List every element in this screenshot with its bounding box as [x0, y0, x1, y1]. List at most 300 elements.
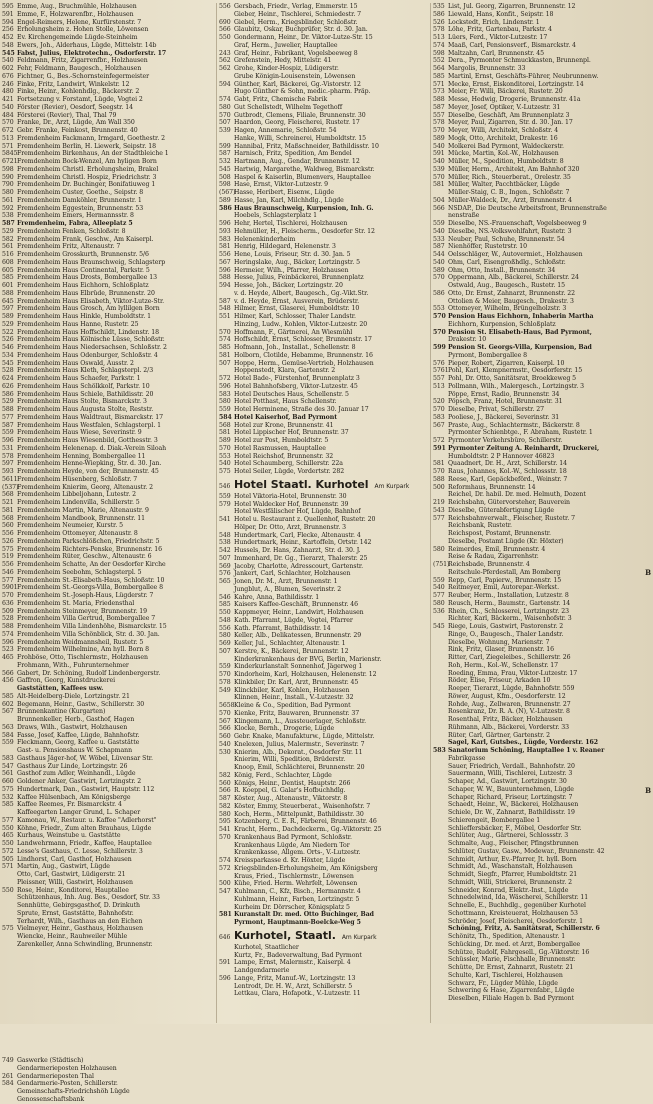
directory-entry	[433, 135, 641, 143]
directory-entry	[433, 631, 641, 639]
entry-text: Hasse, Jan, Karl, Milchhdlg., Lügde	[234, 196, 344, 204]
directory-entry	[433, 460, 641, 468]
directory-entry	[219, 181, 427, 189]
directory-entry	[2, 778, 213, 786]
directory-entry	[2, 57, 213, 65]
entry-text: Hannibal, Fritz, Maßschneider, Bathildisstr. 10	[234, 142, 379, 150]
directory-entry	[433, 267, 641, 275]
phone-number: 580	[433, 545, 445, 553]
entry-text: Fremdenheim Birkenhaus, An der Stadtbleiche 1	[17, 150, 169, 158]
entry-text: Fortsetzung v. Forstamt, Lügde, Vogtei 2	[17, 96, 143, 103]
entry-text: Kamonau, W., Restaur. u. Kaffee "Adlerhorst"	[17, 816, 157, 824]
phone-number: 521	[2, 499, 14, 506]
phone-number: 589	[433, 266, 445, 274]
entry-text: Köster, Aug., Altenaustr., Viktorstr. 8	[234, 795, 348, 802]
entry-text: Sauermann, Willi, Tischlerei, Lutzestr. 3	[448, 770, 573, 778]
entry-text: Lockstedt, Erich, Lindenstr. 1	[448, 18, 540, 26]
entry-text: Gendarmerieposten Holzhausen	[17, 1064, 117, 1072]
directory-entry	[433, 119, 641, 127]
phone-number: 579	[219, 500, 231, 508]
entry-text: Förster (Revier), Oesdorf, Seegstr. 14	[17, 103, 133, 111]
directory-entry	[433, 770, 641, 778]
entry-text: Fremdenheim Christl. Erholungsheim, Brakel	[17, 165, 159, 173]
entry-text: Kriegsblinden-Erholungsheim, Am Königsberg	[234, 864, 378, 872]
directory-entry	[219, 842, 427, 850]
directory-entry	[219, 445, 427, 453]
directory-entry	[2, 887, 213, 895]
directory-entry	[219, 50, 427, 58]
directory-entry	[2, 1096, 213, 1104]
phone-number: 513	[433, 382, 445, 390]
directory-entry	[433, 964, 641, 972]
entry-text: Fremdenheim Fenken, Schloßstr. 8	[17, 227, 126, 235]
entry-text: Lindhorst, Carl, Gasthof, Holzhausen	[17, 855, 132, 863]
phone-number: 589	[433, 134, 445, 142]
phone-number: 595	[2, 3, 14, 10]
directory-entry	[433, 336, 641, 344]
directory-entry	[219, 437, 427, 445]
directory-entry	[219, 959, 427, 967]
phone-number: 581	[219, 243, 231, 251]
entry-text: Gast- u. Pensionshaus W. Schapmann	[17, 747, 133, 754]
entry-text: Fremdenheim St.-Georgs-Villa, Bombergallee 8	[17, 584, 163, 592]
phone-number: 597	[2, 460, 14, 468]
directory-entry	[433, 445, 641, 453]
entry-text: Schücking, Dr. med. et Arzt, Bombergallee	[448, 940, 581, 948]
directory-entry	[219, 352, 427, 360]
directory-entry	[2, 243, 213, 251]
phone-number: 583	[433, 413, 445, 421]
phone-number: 519	[2, 553, 14, 561]
phone-number: 6721	[2, 158, 18, 165]
phone-number: 578	[433, 119, 445, 127]
entry-text: Försterei (Revier), Thal, Thal 79	[17, 111, 117, 119]
phone-number: 591	[219, 959, 231, 967]
entry-text: Müller, Herm., Architekt, Am Bahnhof 320	[448, 165, 580, 173]
directory-entry	[219, 290, 427, 298]
directory-entry	[433, 453, 641, 461]
phone-number: 575	[2, 545, 14, 553]
entry-text: Hundertmark, Carl, Flecke, Altenaustr. 4	[234, 531, 361, 539]
directory-entry	[2, 848, 213, 856]
phone-number: 570	[219, 833, 231, 841]
phone-number: 626	[2, 382, 14, 390]
phone-number: 589	[219, 196, 231, 204]
directory-entry	[433, 887, 641, 895]
entry-text: Schlüter, Aug., Gärtnerei, Schlossstr. 3	[448, 832, 569, 840]
directory-entry	[2, 608, 213, 616]
entry-text: Reichsbahnverwalt., Fleischer, Rustetr. 7	[448, 514, 575, 522]
entry-text: Fremdenheim Knierim, Georg, Altenaustr. 2	[17, 483, 154, 491]
entry-text: Hesse, Julius, Feinbäckerei, Brunnenplatz	[234, 274, 364, 282]
phone-number: 585	[219, 344, 231, 351]
phone-number: 570	[219, 444, 231, 452]
phone-number: 562	[219, 57, 231, 65]
entry-text: Gasthaus Jäger-hof, W. Wöbel, Lüvensar Str.	[17, 754, 153, 762]
phone-number: 565	[219, 578, 231, 585]
entry-text: Gebr. Franke, Feinkost, Brunnenstr. 40	[17, 127, 138, 134]
phone-number: 575	[2, 785, 14, 793]
entry-text: Fremdenheim Haus Continental, Parkstr. 5	[17, 266, 150, 274]
directory-entry	[219, 321, 427, 329]
entry-text: Rose, Heinr., Konditorei, Hauptallee	[17, 886, 129, 894]
entry-text: Fremdenheim Martin, Marie, Altenaustr. 9	[17, 506, 149, 514]
phone-number: 540	[433, 584, 445, 592]
phone-number: 529	[2, 320, 14, 328]
phone-number: 571	[2, 863, 14, 871]
entry-text: Schönitz, Th., Spedition, Altenaustr. 1	[448, 933, 566, 940]
directory-entry	[433, 360, 641, 368]
entry-text: Schwering & Hase, Zigarrenfabr., Lügde	[448, 987, 575, 995]
entry-text: Löhe, Fritz, Gartenbau, Parkstr. 4	[448, 26, 553, 34]
directory-entry	[2, 398, 213, 406]
phone-number: 576	[219, 570, 231, 578]
phone-number: 570	[219, 671, 231, 678]
directory-entry	[433, 856, 641, 864]
directory-entry	[2, 615, 213, 623]
directory-entry	[433, 786, 641, 794]
entry-text: Fremdenheim Heyde, von der, Brunnenstr. 45	[17, 468, 159, 475]
entry-text: Gasthof zum Adler, Weinhandl., Lügde	[17, 770, 136, 778]
phone-number: 544	[433, 251, 445, 258]
entry-text: Fremdenheim Haus Grosch, Am lyllilgen Born	[17, 305, 160, 313]
entry-text: Fremdenheim Lindenvilla, Schillerstr. 5	[17, 499, 140, 506]
directory-entry	[219, 795, 427, 803]
directory-entry	[433, 956, 641, 964]
entry-text: Hene, Louis, Friseur, Str. d. 30. Jan. 5	[234, 251, 351, 258]
directory-entry	[433, 57, 641, 65]
phone-number: 480	[2, 88, 14, 96]
entry-text: Sanatorium Schöning, Hauptallee 1 v. Reaner	[448, 747, 605, 754]
directory-entry	[2, 391, 213, 399]
entry-text: Margolis, Brunnenstr. 33	[448, 65, 526, 72]
directory-entry	[2, 646, 213, 654]
directory-entry	[433, 344, 641, 352]
phone-number: 546	[219, 482, 231, 490]
directory-entry	[433, 298, 641, 306]
entry-text: Gieber, Heinr., Tischlerei, Schmiedestr. 7	[234, 10, 362, 18]
phone-number: 550	[2, 886, 14, 894]
entry-text: Rohde, Aug., Zellwaren, Brunnenstr. 27	[448, 700, 571, 708]
phone-number: 581	[219, 911, 232, 919]
directory-entry	[219, 189, 427, 197]
phone-number: 573	[433, 88, 445, 96]
phone-number: 582	[2, 235, 14, 243]
entry-text: Pyrmont, Hauptmann-Boelcke-Weg 5	[234, 919, 361, 926]
phone-number: 545	[2, 49, 15, 57]
entry-text: Fremdenheim Steinmeyer, Brunnenstr. 19	[17, 607, 148, 615]
directory-entry	[2, 1003, 213, 1011]
directory-entry	[2, 445, 213, 453]
entry-text: Schierengeit, Bombergallee 1	[448, 816, 541, 824]
entry-text: Ottomeyer, Wilhelm, Brüngelholzstr. 3	[448, 305, 567, 313]
directory-entry	[2, 987, 213, 995]
directory-entry	[2, 662, 213, 670]
entry-text: Fremdenheim Henne-Wiepking, Str. d. 30. Jan.	[17, 460, 162, 468]
directory-entry	[433, 801, 641, 809]
directory-entry	[2, 460, 213, 468]
directory-entry	[2, 786, 213, 794]
entry-text: Knierim, Alb., Dekorat., Oesdorfer Str. 11	[234, 748, 363, 756]
entry-text: Schottmann, Kreisteuerat, Holzhausen 53	[448, 909, 578, 917]
entry-text: Drakestr. 10	[448, 336, 487, 344]
phone-number: 526	[2, 537, 14, 545]
directory-entry	[433, 732, 641, 740]
phone-number: 596	[219, 266, 231, 274]
directory-entry	[219, 710, 427, 718]
phone-number: 598	[2, 165, 14, 173]
entry-text: Reichspost, Postamt, Brunnenstr.	[448, 530, 551, 537]
entry-text: Meyer, Paul, Zigarren, Str. d. 30. Jan. 17	[448, 119, 573, 127]
entry-text: Schröder, Josef, Fleischerei, Oesdorferstr. 1	[448, 917, 584, 925]
phone-number: 586	[219, 204, 232, 212]
directory-entry	[219, 741, 427, 749]
entry-text: Draws, Wilh., Gastwirt, Holzhausen	[17, 723, 128, 731]
entry-text: Fabst, Julius, Elektrotechn., Osdorferstr. 17	[17, 49, 167, 57]
phone-number: 550	[2, 824, 14, 832]
entry-text: Pleissner, Willi, Gastwirt, Holzhausen	[17, 878, 133, 886]
phone-number: 570	[219, 111, 231, 119]
entry-text: Hundertmark, Dan., Gastwirt, Hauptstr. 112	[17, 785, 155, 793]
directory-entry	[219, 803, 427, 811]
directory-entry	[433, 127, 641, 135]
directory-entry	[2, 104, 213, 112]
directory-entry	[2, 1042, 213, 1050]
directory-entry	[219, 532, 427, 540]
entry-text: Kath. Pfarramt, Bathildisstr. 14	[234, 624, 331, 632]
phone-number: 452	[2, 34, 14, 41]
entry-text: Kaisers Kaffee-Geschäft, Brunnenstr. 46	[234, 601, 359, 609]
directory-entry	[2, 918, 213, 926]
entry-text: Hehr, Hertel, Tischlerei, Holzhausen	[234, 220, 348, 227]
entry-text: Klinkbiler, Dr. Karl, Arzt, Brunnenstr. 45	[234, 678, 359, 686]
entry-text: Fremdenheim St.-Joseph-Haus, Lügderstr. 7	[17, 592, 154, 599]
entry-text: Ottolien & Meier, Baugesch., Drakestr. 3	[448, 297, 574, 305]
directory-entry	[219, 414, 427, 422]
phone-number: 588	[2, 406, 14, 413]
directory-entry	[219, 3, 427, 11]
phone-number: 645	[2, 297, 14, 305]
entry-text: Messe, Hedwig, Drogerie, Brunnenstr. 41a	[448, 96, 581, 103]
directory-entry	[433, 197, 641, 205]
phone-number: 559	[219, 492, 231, 500]
directory-entry	[219, 26, 427, 34]
phone-number: 546	[219, 593, 231, 601]
directory-entry	[2, 476, 213, 484]
phone-number: 596	[219, 382, 231, 390]
directory-entry	[2, 763, 213, 771]
phone-number: 561	[2, 243, 14, 251]
phone-number: 566	[219, 26, 231, 34]
entry-text: List, Jul. Georg, Zigarren, Brunnenstr. 12	[448, 3, 576, 10]
entry-text: Haus Braunschweig, Kurpension, Inh. G.	[234, 204, 374, 212]
phone-number: 559	[219, 406, 231, 413]
directory-entry	[219, 42, 427, 50]
directory-entry	[219, 904, 427, 912]
entry-text: Reuber, Herm., Installation, Lutzestr. 8	[448, 592, 569, 599]
directory-entry	[433, 305, 641, 313]
phone-number: 513	[433, 34, 445, 41]
entry-text: Haardon, Georg, Fleischerei, Rustetr. 17	[234, 119, 360, 127]
directory-entry	[433, 499, 641, 507]
directory-entry	[219, 119, 427, 127]
phone-number: 581	[219, 351, 231, 359]
entry-text: Fremdenheim Rüter, Geschw., Altenaustr. 6	[17, 553, 152, 561]
phone-number: 572	[2, 847, 14, 855]
entry-text: Kuhlmann, Heinr., Farben, Lortzingstr. 5	[234, 895, 360, 903]
phone-number: 594	[219, 282, 231, 289]
column-left	[2, 3, 216, 1103]
phone-number: 578	[2, 452, 14, 460]
entry-text: Richter, Karl, Bäckerm., Waisenhofstr. 3	[448, 615, 572, 623]
entry-text: Kreissparkasse d. Kr. Höxter, Lügde	[234, 857, 346, 864]
entry-text: Mecke, Ernst, Eiskonditorei, Lortzingstr. 14	[448, 80, 584, 88]
entry-text: Schüssler, Marie, Fischhalle, Brunnenstr.	[448, 956, 576, 964]
directory-entry	[2, 980, 213, 988]
directory-entry	[433, 321, 641, 329]
directory-entry	[219, 274, 427, 282]
phone-number: 559	[2, 739, 14, 747]
phone-number: 541	[219, 826, 231, 833]
directory-entry	[2, 11, 213, 19]
directory-entry	[219, 205, 427, 213]
entry-text: Kracht, Herm., Dachdeckerm., Gg.-Viktorstr. 25	[234, 826, 382, 833]
directory-entry	[2, 267, 213, 275]
phone-number: 546	[2, 568, 14, 576]
entry-text: Schütte, Dr. Ernst, Zahnarzt, Rustetr. 21	[448, 964, 574, 971]
directory-entry	[219, 888, 427, 896]
directory-entry	[433, 848, 641, 856]
phone-number: 529	[2, 398, 14, 406]
entry-text: v. d. Heyde, Ernst, Ausverein, Brüderstr.	[234, 297, 359, 305]
phone-number: 570	[433, 328, 446, 336]
entry-text: Reusch, Herm., Baumstr., Gartenstr. 14	[448, 599, 571, 607]
directory-entry	[433, 522, 641, 530]
entry-text: Lampe, Ernst, Malermstr., Kaiserpl. 4	[234, 959, 351, 967]
phone-number: 591	[433, 444, 446, 452]
entry-text: Kraus, Fried., Tischlermstr., Löwensen	[234, 872, 354, 880]
phone-number: 540	[219, 740, 231, 748]
entry-text: Glaubitz, Oskar, Buchprüfer, Str. d. 30. Jan.	[234, 26, 368, 34]
entry-text: Hotel Kaiserhof, Bad Pyrmont	[234, 413, 338, 421]
entry-text: Reese, Karl, Gepäckbeförd., Weinstr. 7	[448, 475, 568, 483]
phone-number: 577	[2, 816, 14, 824]
entry-text: Pension St. Georgs-Villa, Kurpension, Bad	[448, 344, 592, 351]
directory-entry	[2, 995, 213, 1003]
directory-entry	[433, 166, 641, 174]
directory-entry	[2, 34, 213, 42]
directory-entry	[219, 174, 427, 182]
phone-number: 578	[219, 678, 231, 686]
directory-entry	[433, 646, 641, 654]
phone-number: 547	[219, 888, 231, 895]
phone-number: 523	[2, 646, 14, 654]
entry-text: Hofmann, Joh., Installat., Schellenstr. 8	[234, 344, 356, 351]
phone-number: 590	[2, 173, 14, 181]
phone-number: 646	[219, 933, 231, 941]
directory-entry	[433, 26, 641, 34]
directory-entry	[2, 344, 213, 352]
directory-entry	[2, 26, 213, 34]
entry-text: Eichhorn, Kurpension, Schloßplatz	[448, 320, 556, 328]
directory-entry	[433, 174, 641, 182]
phone-number: 594	[2, 18, 14, 26]
entry-text: Kurtz, Fr., Badeverwaltung, Bad Pyrmont	[234, 951, 362, 959]
directory-entry	[2, 220, 213, 228]
entry-text: Fremdenheim Fackmann, Irmgard, Goethestr. 2	[17, 134, 165, 142]
directory-entry	[2, 468, 213, 476]
entry-text: Ostwald, Aug., Baugesch., Rustetr. 15	[448, 282, 565, 289]
directory-entry	[2, 484, 213, 492]
entry-text: Hoebels, Schlagsterplatz 1	[234, 212, 318, 220]
phone-number: 546	[2, 344, 14, 351]
entry-text: Fremdenheim Mandbook, Brunnenstr. 11	[17, 514, 145, 522]
phone-number: 624	[2, 375, 14, 382]
entry-text: Engel-Reimers, Helene, Kurfürstenstr. 7	[17, 18, 142, 26]
directory-entry	[2, 236, 213, 244]
directory-entry	[219, 305, 427, 313]
entry-text: Schlieffersbäcker, F., Möbel, Oesdorfer Str.	[448, 824, 582, 832]
entry-text: Haspel & Kaiserlin, Blumenvers, Hauptallee	[234, 173, 371, 181]
phone-number: 584	[2, 731, 14, 739]
phone-number: 575	[2, 925, 14, 933]
phone-number: 580	[219, 398, 231, 406]
entry-text: Fremdenheim St. Maria, Friedensthal	[17, 599, 135, 607]
entry-text: Kaffee Reemes, Fr. Bismarckstr. 4	[17, 801, 122, 809]
directory-entry	[2, 770, 213, 778]
directory-entry	[219, 150, 427, 158]
phone-number: 585	[2, 692, 14, 700]
directory-entry	[2, 367, 213, 375]
directory-entry	[219, 718, 427, 726]
phone-number: 505	[2, 855, 14, 863]
phone-number: 577	[2, 576, 14, 584]
phone-number: 562	[219, 65, 231, 72]
entry-text: Pension Haus Eichhorn, Inhaberin Martha	[448, 313, 594, 320]
directory-entry	[433, 941, 641, 949]
directory-entry	[219, 555, 427, 563]
phone-number: 568	[2, 514, 14, 522]
entry-text: Hotel Herminene, Straße des 30. Januar 17	[234, 406, 369, 413]
directory-entry	[219, 702, 427, 710]
entry-text: Knoop, Emil, Schlächterei, Brunnenstr. 20	[234, 764, 365, 771]
directory-entry	[2, 329, 213, 337]
phone-number: 587	[219, 795, 231, 802]
directory-entry	[433, 507, 641, 515]
entry-text: NSDAP., Die Deutsche Arbeitsfront, Brunnenstraße	[448, 204, 607, 212]
directory-entry	[2, 375, 213, 383]
directory-entry	[433, 840, 641, 848]
entry-text: Grefenstein, Hedy, Mittelstr. 41	[234, 57, 332, 65]
entry-text: Kotzenberg, C. E. R., Färberei, Brunnenstr. 46	[234, 818, 377, 826]
directory-entry	[219, 625, 427, 633]
phone-number: 5761	[433, 367, 449, 375]
phone-number: 583	[433, 747, 446, 754]
entry-text: Hotel Rasmussen, Hauptallee	[234, 444, 326, 452]
phone-number: 550	[219, 609, 231, 616]
directory-entry	[433, 662, 641, 670]
phone-number: 545	[2, 359, 14, 367]
phone-number: 550	[2, 840, 14, 847]
entry-text: Alt-Heidelberg-Diele, Lortzingstr. 21	[17, 692, 130, 700]
entry-text: Goldener Anker, Gastwirt, Lortzingstr. 2	[17, 778, 142, 785]
phone-number: 529	[2, 227, 14, 235]
directory-entry	[219, 756, 427, 764]
entry-text: Ewers, Joh., Alderhaus, Lügde, Mittelstr. 14b	[17, 41, 157, 49]
directory-entry	[433, 933, 641, 941]
directory-entry	[433, 577, 641, 585]
phone-number: 636	[2, 599, 14, 607]
